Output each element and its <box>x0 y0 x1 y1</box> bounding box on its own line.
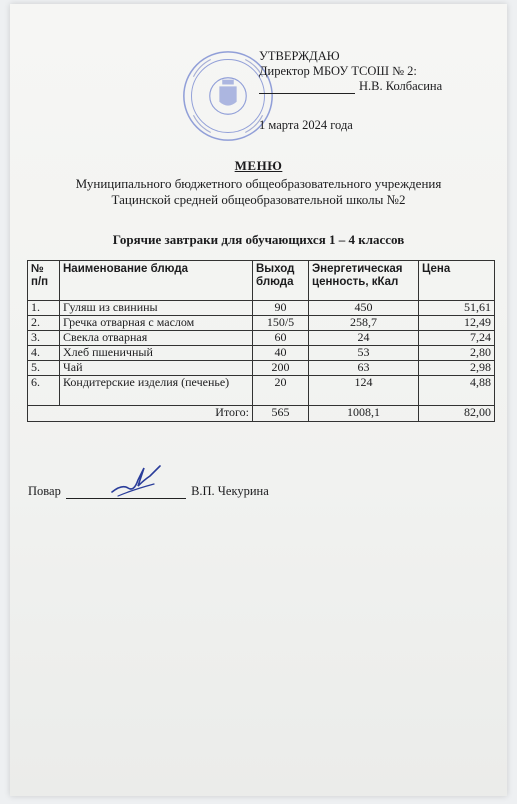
row-energy: 24 <box>309 331 419 346</box>
institution-line-2: Тацинской средней общеобразовательной школы №2 <box>111 192 406 207</box>
row-energy: 124 <box>309 376 419 406</box>
row-name: Гречка отварная с маслом <box>60 316 253 331</box>
header-price: Цена <box>419 261 495 301</box>
header-num: № п/п <box>28 261 60 301</box>
table-row <box>28 331 495 346</box>
header-output: Выход блюда <box>253 261 309 301</box>
header-energy: Энергетическая ценность, кКал <box>309 261 419 301</box>
row-num: 6. <box>28 376 60 406</box>
institution-line-1: Муниципального бюджетного общеобразовательного учреждения <box>75 176 442 191</box>
row-name: Кондитерские изделия (печенье) <box>60 376 253 406</box>
approval-block <box>259 49 442 133</box>
table-row <box>28 316 495 331</box>
total-price: 82,00 <box>419 406 495 422</box>
table-total-row <box>28 406 495 422</box>
row-price: 2,98 <box>419 361 495 376</box>
director-signature-line <box>259 93 355 94</box>
row-num: 5. <box>28 361 60 376</box>
row-price: 12,49 <box>419 316 495 331</box>
row-energy: 63 <box>309 361 419 376</box>
row-price: 51,61 <box>419 301 495 316</box>
menu-table <box>27 260 495 422</box>
row-name: Свекла отварная <box>60 331 253 346</box>
row-price: 2,80 <box>419 346 495 361</box>
approval-position: Директор МБОУ ТСОШ № 2: <box>259 64 417 78</box>
table-header-row <box>28 261 495 301</box>
total-label: Итого: <box>28 406 253 422</box>
row-output: 90 <box>253 301 309 316</box>
row-name: Хлеб пшеничный <box>60 346 253 361</box>
row-output: 60 <box>253 331 309 346</box>
approval-heading: УТВЕРЖДАЮ <box>259 49 340 63</box>
row-output: 20 <box>253 376 309 406</box>
menu-title: МЕНЮ <box>234 158 283 173</box>
total-output: 565 <box>253 406 309 422</box>
row-energy: 53 <box>309 346 419 361</box>
row-num: 1. <box>28 301 60 316</box>
approval-date: 1 марта 2024 года <box>259 118 353 132</box>
table-row <box>28 361 495 376</box>
row-output: 200 <box>253 361 309 376</box>
total-energy: 1008,1 <box>309 406 419 422</box>
table-row <box>28 301 495 316</box>
row-name: Чай <box>60 361 253 376</box>
row-num: 4. <box>28 346 60 361</box>
cook-signature-line <box>66 498 186 499</box>
row-output: 150/5 <box>253 316 309 331</box>
document-page <box>10 4 507 796</box>
row-output: 40 <box>253 346 309 361</box>
cook-block <box>28 484 269 499</box>
row-energy: 258,7 <box>309 316 419 331</box>
row-energy: 450 <box>309 301 419 316</box>
table-row <box>28 346 495 361</box>
table-row <box>28 376 495 406</box>
director-name: Н.В. Колбасина <box>359 79 443 93</box>
row-price: 4,88 <box>419 376 495 406</box>
cook-name: В.П. Чекурина <box>191 484 269 498</box>
row-name: Гуляш из свинины <box>60 301 253 316</box>
row-price: 7,24 <box>419 331 495 346</box>
header-name: Наименование блюда <box>60 261 253 301</box>
row-num: 2. <box>28 316 60 331</box>
row-num: 3. <box>28 331 60 346</box>
menu-subtitle: Горячие завтраки для обучающихся 1 – 4 классов <box>112 232 405 247</box>
cook-label: Повар <box>28 484 61 498</box>
